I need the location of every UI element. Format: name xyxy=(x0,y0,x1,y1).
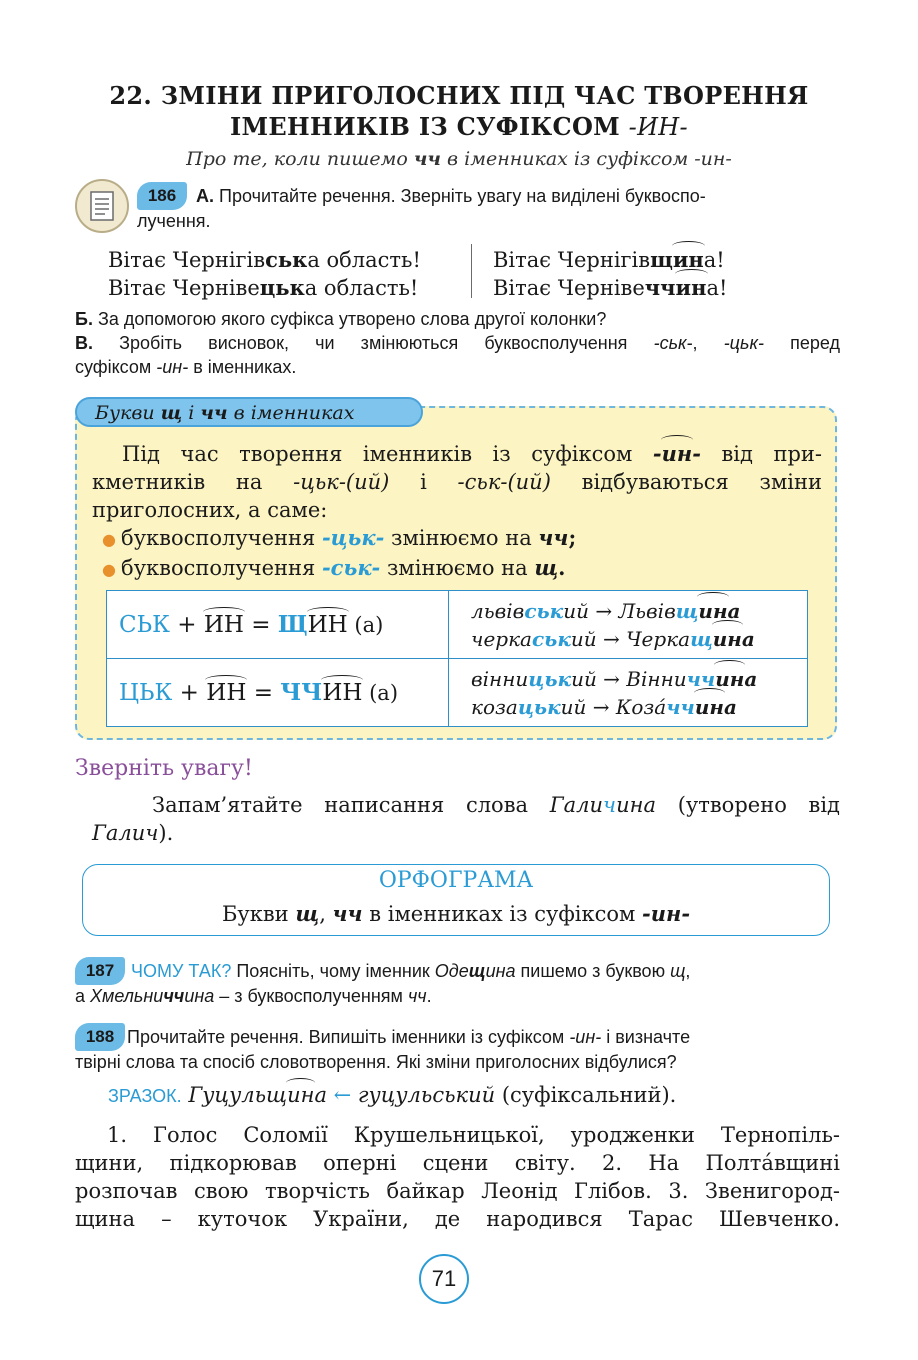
text: Букви xyxy=(95,402,161,424)
note-line-1 xyxy=(80,791,840,819)
text: -цьк- xyxy=(723,333,764,353)
note-line-2 xyxy=(80,819,840,847)
text: а xyxy=(75,986,91,1006)
suffix-arc: ин xyxy=(672,247,704,272)
text: Під час творення іменників із суфіксом xyxy=(122,442,653,466)
text: ий → Вінни xyxy=(571,666,687,691)
suffix-arc: ин xyxy=(712,626,742,651)
text: ськ xyxy=(524,598,564,623)
text: коза xyxy=(471,694,518,719)
ex186-part-b xyxy=(75,307,840,331)
text: а xyxy=(744,666,758,691)
text: Вітає Чернігів xyxy=(108,248,266,272)
text: Гали xyxy=(549,793,604,817)
title-suffix: -ИН- xyxy=(628,113,688,141)
text: ; xyxy=(568,525,577,550)
text: -ин- xyxy=(642,901,691,926)
text: ий → Львів xyxy=(563,598,676,623)
text: а! xyxy=(706,276,728,300)
text: ч xyxy=(603,793,617,817)
suffix-arc: ин xyxy=(661,441,693,466)
text: (а) xyxy=(362,681,399,705)
sentence-line: щина – куточок України, де народився Тарас Шевченко. xyxy=(75,1207,840,1231)
text: Вітає Черніве xyxy=(108,276,260,300)
text: чч xyxy=(332,901,363,926)
sentence-line: розпочав свою творчість байкар Леонід Глібов. 3. Звенигород- xyxy=(75,1179,840,1203)
exercise-number-188: 188 xyxy=(75,1023,125,1051)
rule-bullet-2 xyxy=(92,554,822,584)
text: чч xyxy=(538,525,569,550)
highlight: ськ xyxy=(265,247,308,272)
suffix-arc: ИН xyxy=(322,680,363,706)
text: (а) xyxy=(347,613,384,637)
text: Гуцульщ xyxy=(188,1083,288,1107)
text: а xyxy=(727,598,741,623)
rule-bullet-1 xyxy=(92,524,822,554)
text: - xyxy=(652,441,662,466)
text: щ xyxy=(534,555,559,580)
text: (суфіксальний). xyxy=(495,1083,677,1107)
example-line xyxy=(471,625,806,653)
text: ськ xyxy=(531,626,571,651)
suffix-arc: ИН xyxy=(203,612,244,638)
text: Запам’ятайте написання слова xyxy=(152,793,550,817)
text: . xyxy=(558,555,566,580)
text: ина xyxy=(184,986,215,1006)
text: Щ xyxy=(277,611,308,638)
text: щ xyxy=(468,961,486,981)
text: в іменниках із суфіксом xyxy=(362,902,643,926)
text: Прочитайте речення. Випишіть іменники із суфіксом xyxy=(127,1027,570,1047)
text: Оде xyxy=(434,961,469,981)
example-line xyxy=(471,665,806,693)
text: ий → Коза́ xyxy=(560,694,667,719)
table-row xyxy=(107,591,808,659)
text: -цьк- xyxy=(321,525,385,550)
text: = xyxy=(246,680,281,706)
suffix-arc: ин xyxy=(715,666,745,691)
text: і визначте xyxy=(601,1027,691,1047)
sentence-row xyxy=(108,274,421,302)
text: перед xyxy=(763,333,840,353)
text: + xyxy=(172,680,207,706)
text: СЬК xyxy=(119,612,170,638)
text: , xyxy=(685,961,691,981)
subtitle xyxy=(0,148,918,170)
suffix-arc: ин xyxy=(694,694,724,719)
rule-line-3: приголосних, а саме: xyxy=(92,498,328,522)
text: буквосполучення xyxy=(121,556,322,580)
text: вінни xyxy=(471,666,529,691)
examples-cell xyxy=(449,659,808,727)
text: цьк xyxy=(528,666,572,691)
sentence-row xyxy=(493,274,727,302)
bullet-icon: ● xyxy=(102,560,122,579)
text: ). xyxy=(158,821,174,845)
example-line xyxy=(471,597,806,625)
ex187-line-1 xyxy=(75,959,840,984)
text: щ xyxy=(670,961,686,981)
text: Поясніть, чому іменник xyxy=(231,961,435,981)
highlight: цьк xyxy=(259,275,305,300)
rule-line-2 xyxy=(92,468,822,496)
suffix-arc: ин xyxy=(287,1083,315,1107)
suffix-arc: ИН xyxy=(206,680,247,706)
text: Зробіть висновок, чи змінюються буквосполучення xyxy=(93,333,654,353)
text: львів xyxy=(471,598,525,623)
suffix-arc: ин xyxy=(675,275,707,300)
orthogram-text xyxy=(82,901,830,926)
page-number: 71 xyxy=(419,1254,469,1304)
text: щ xyxy=(295,901,320,926)
text: = xyxy=(243,612,278,638)
text: суфіксом xyxy=(75,357,157,377)
suffix-table xyxy=(106,590,808,727)
text: чч xyxy=(686,666,716,691)
table-row xyxy=(107,659,808,727)
page-title xyxy=(0,80,918,143)
text: -ськ- xyxy=(321,555,381,580)
subtitle-bold: чч xyxy=(413,148,442,170)
bullet-icon: ● xyxy=(102,530,122,549)
part-v-label: В. xyxy=(75,333,93,353)
text: а область! xyxy=(304,276,419,300)
ex186-text: Прочитайте речення. Зверніть увагу на виділені буквоспо- xyxy=(214,186,706,206)
text: , xyxy=(692,333,724,353)
text: ЧЧ xyxy=(280,679,323,706)
text: а! xyxy=(703,248,725,272)
text: гуцульський xyxy=(357,1083,496,1107)
ex186-left-column xyxy=(108,246,421,302)
sample-label: ЗРАЗОК. xyxy=(108,1086,182,1106)
text: – з буквосполученням xyxy=(214,986,408,1006)
text: ина xyxy=(485,961,516,981)
exercise-number-187: 187 xyxy=(75,957,125,985)
ex186-instruction xyxy=(196,184,841,208)
text: Хмельни xyxy=(90,986,164,1006)
examples-cell xyxy=(449,591,808,659)
ex187-line-2 xyxy=(75,984,840,1009)
text: чч xyxy=(407,986,427,1006)
column-divider xyxy=(471,244,472,298)
suffix-arc: ИН xyxy=(307,612,348,638)
sentence-line: 1. Голос Соломії Крушельницької, уродженки Тернопіль- xyxy=(107,1123,840,1147)
formula-cell xyxy=(107,591,449,659)
sentence-row xyxy=(108,246,421,274)
text: а xyxy=(314,1083,327,1107)
text: ЦЬК xyxy=(119,680,173,706)
text: -ськ-(ий) xyxy=(457,470,551,494)
arrow-icon: ← xyxy=(326,1083,358,1107)
text: щ xyxy=(675,598,699,623)
text: буквосполучення xyxy=(121,526,322,550)
text: змінюємо на xyxy=(380,556,535,580)
highlight: щ xyxy=(650,247,673,272)
why-label: ЧОМУ ТАК? xyxy=(131,961,232,981)
ex187-text xyxy=(75,959,840,1009)
text: черка xyxy=(471,626,532,651)
rule-line-1 xyxy=(92,440,822,468)
title-line-2 xyxy=(0,111,918,143)
part-v-line-2 xyxy=(75,355,840,379)
ex186-instruction-cont: лучення. xyxy=(137,211,211,231)
text: в іменниках. xyxy=(188,357,297,377)
text: Галич xyxy=(92,821,159,845)
subtitle-part: в іменниках із суфіксом -ин- xyxy=(441,148,732,170)
ex188-line-1 xyxy=(75,1025,840,1050)
rule-text xyxy=(92,440,822,584)
highlight: чч xyxy=(644,275,676,300)
text: ий → Черка xyxy=(570,626,691,651)
exercise-number-186: 186 xyxy=(137,182,187,210)
rule-tab xyxy=(75,397,423,427)
text: від при- xyxy=(700,442,822,466)
ex188-line-2: твірні слова та спосіб словотворення. Які зміни приголосних відбулися? xyxy=(75,1052,677,1072)
text: відбуваються зміни xyxy=(550,470,822,494)
text: Вітає Черніве xyxy=(493,276,645,300)
ex186-label-a: А. xyxy=(196,186,214,206)
text: -цьк-(ий) xyxy=(293,470,390,494)
text: і xyxy=(389,470,458,494)
text: цьк xyxy=(517,694,561,719)
text: (утворено від xyxy=(656,793,840,817)
text: -ин- xyxy=(156,357,189,377)
text: . xyxy=(426,986,432,1006)
text: а xyxy=(723,694,737,719)
text: ина xyxy=(616,793,657,817)
part-b-label: Б. xyxy=(75,309,93,329)
text: , xyxy=(319,902,333,926)
ex188-instruction xyxy=(75,1025,840,1075)
text: чч xyxy=(666,694,695,719)
text: чч xyxy=(200,402,228,424)
sentence-line: щини, підкорював оперні сцени світу. 2. На Полта́вщині xyxy=(75,1151,840,1175)
text: щ xyxy=(690,626,713,651)
text: і xyxy=(182,402,201,424)
note-title: Зверніть увагу! xyxy=(75,756,253,781)
title-line-1: 22. ЗМІНИ ПРИГОЛОСНИХ ПІД ЧАС ТВОРЕННЯ xyxy=(109,81,809,110)
text: - xyxy=(692,441,701,466)
ex186-right-column xyxy=(493,246,727,302)
part-b-text: За допомогою якого суфікса утворено слова другої колонки? xyxy=(92,309,607,329)
title-line-2-text: ІМЕННИКІВ ІЗ СУФІКСОМ xyxy=(230,112,629,141)
text: а область! xyxy=(307,248,421,272)
text: пишемо з буквою xyxy=(515,961,671,981)
text: щ xyxy=(160,402,183,424)
text: чч xyxy=(163,986,185,1006)
ex188-sample xyxy=(108,1083,676,1107)
text: -ськ- xyxy=(653,333,693,353)
ex186-part-v xyxy=(75,331,840,379)
note-text xyxy=(80,791,840,847)
text: -ин- xyxy=(569,1027,602,1047)
text: змінюємо на xyxy=(384,526,539,550)
text: Букви xyxy=(221,902,296,926)
formula-cell xyxy=(107,659,449,727)
suffix-arc: ин xyxy=(698,598,728,623)
text: в іменниках xyxy=(227,402,355,424)
text: а xyxy=(741,626,755,651)
text: Вітає Чернігів xyxy=(493,248,651,272)
text: кметників на xyxy=(92,470,294,494)
text: + xyxy=(169,612,204,638)
example-line xyxy=(471,693,806,721)
subtitle-part: Про те, коли пишемо xyxy=(186,148,414,170)
part-v-line-1 xyxy=(75,331,840,355)
orthogram-title: ОРФОГРАМА xyxy=(378,868,534,893)
ex188-sentences xyxy=(75,1121,840,1233)
notebook-icon xyxy=(74,178,130,234)
